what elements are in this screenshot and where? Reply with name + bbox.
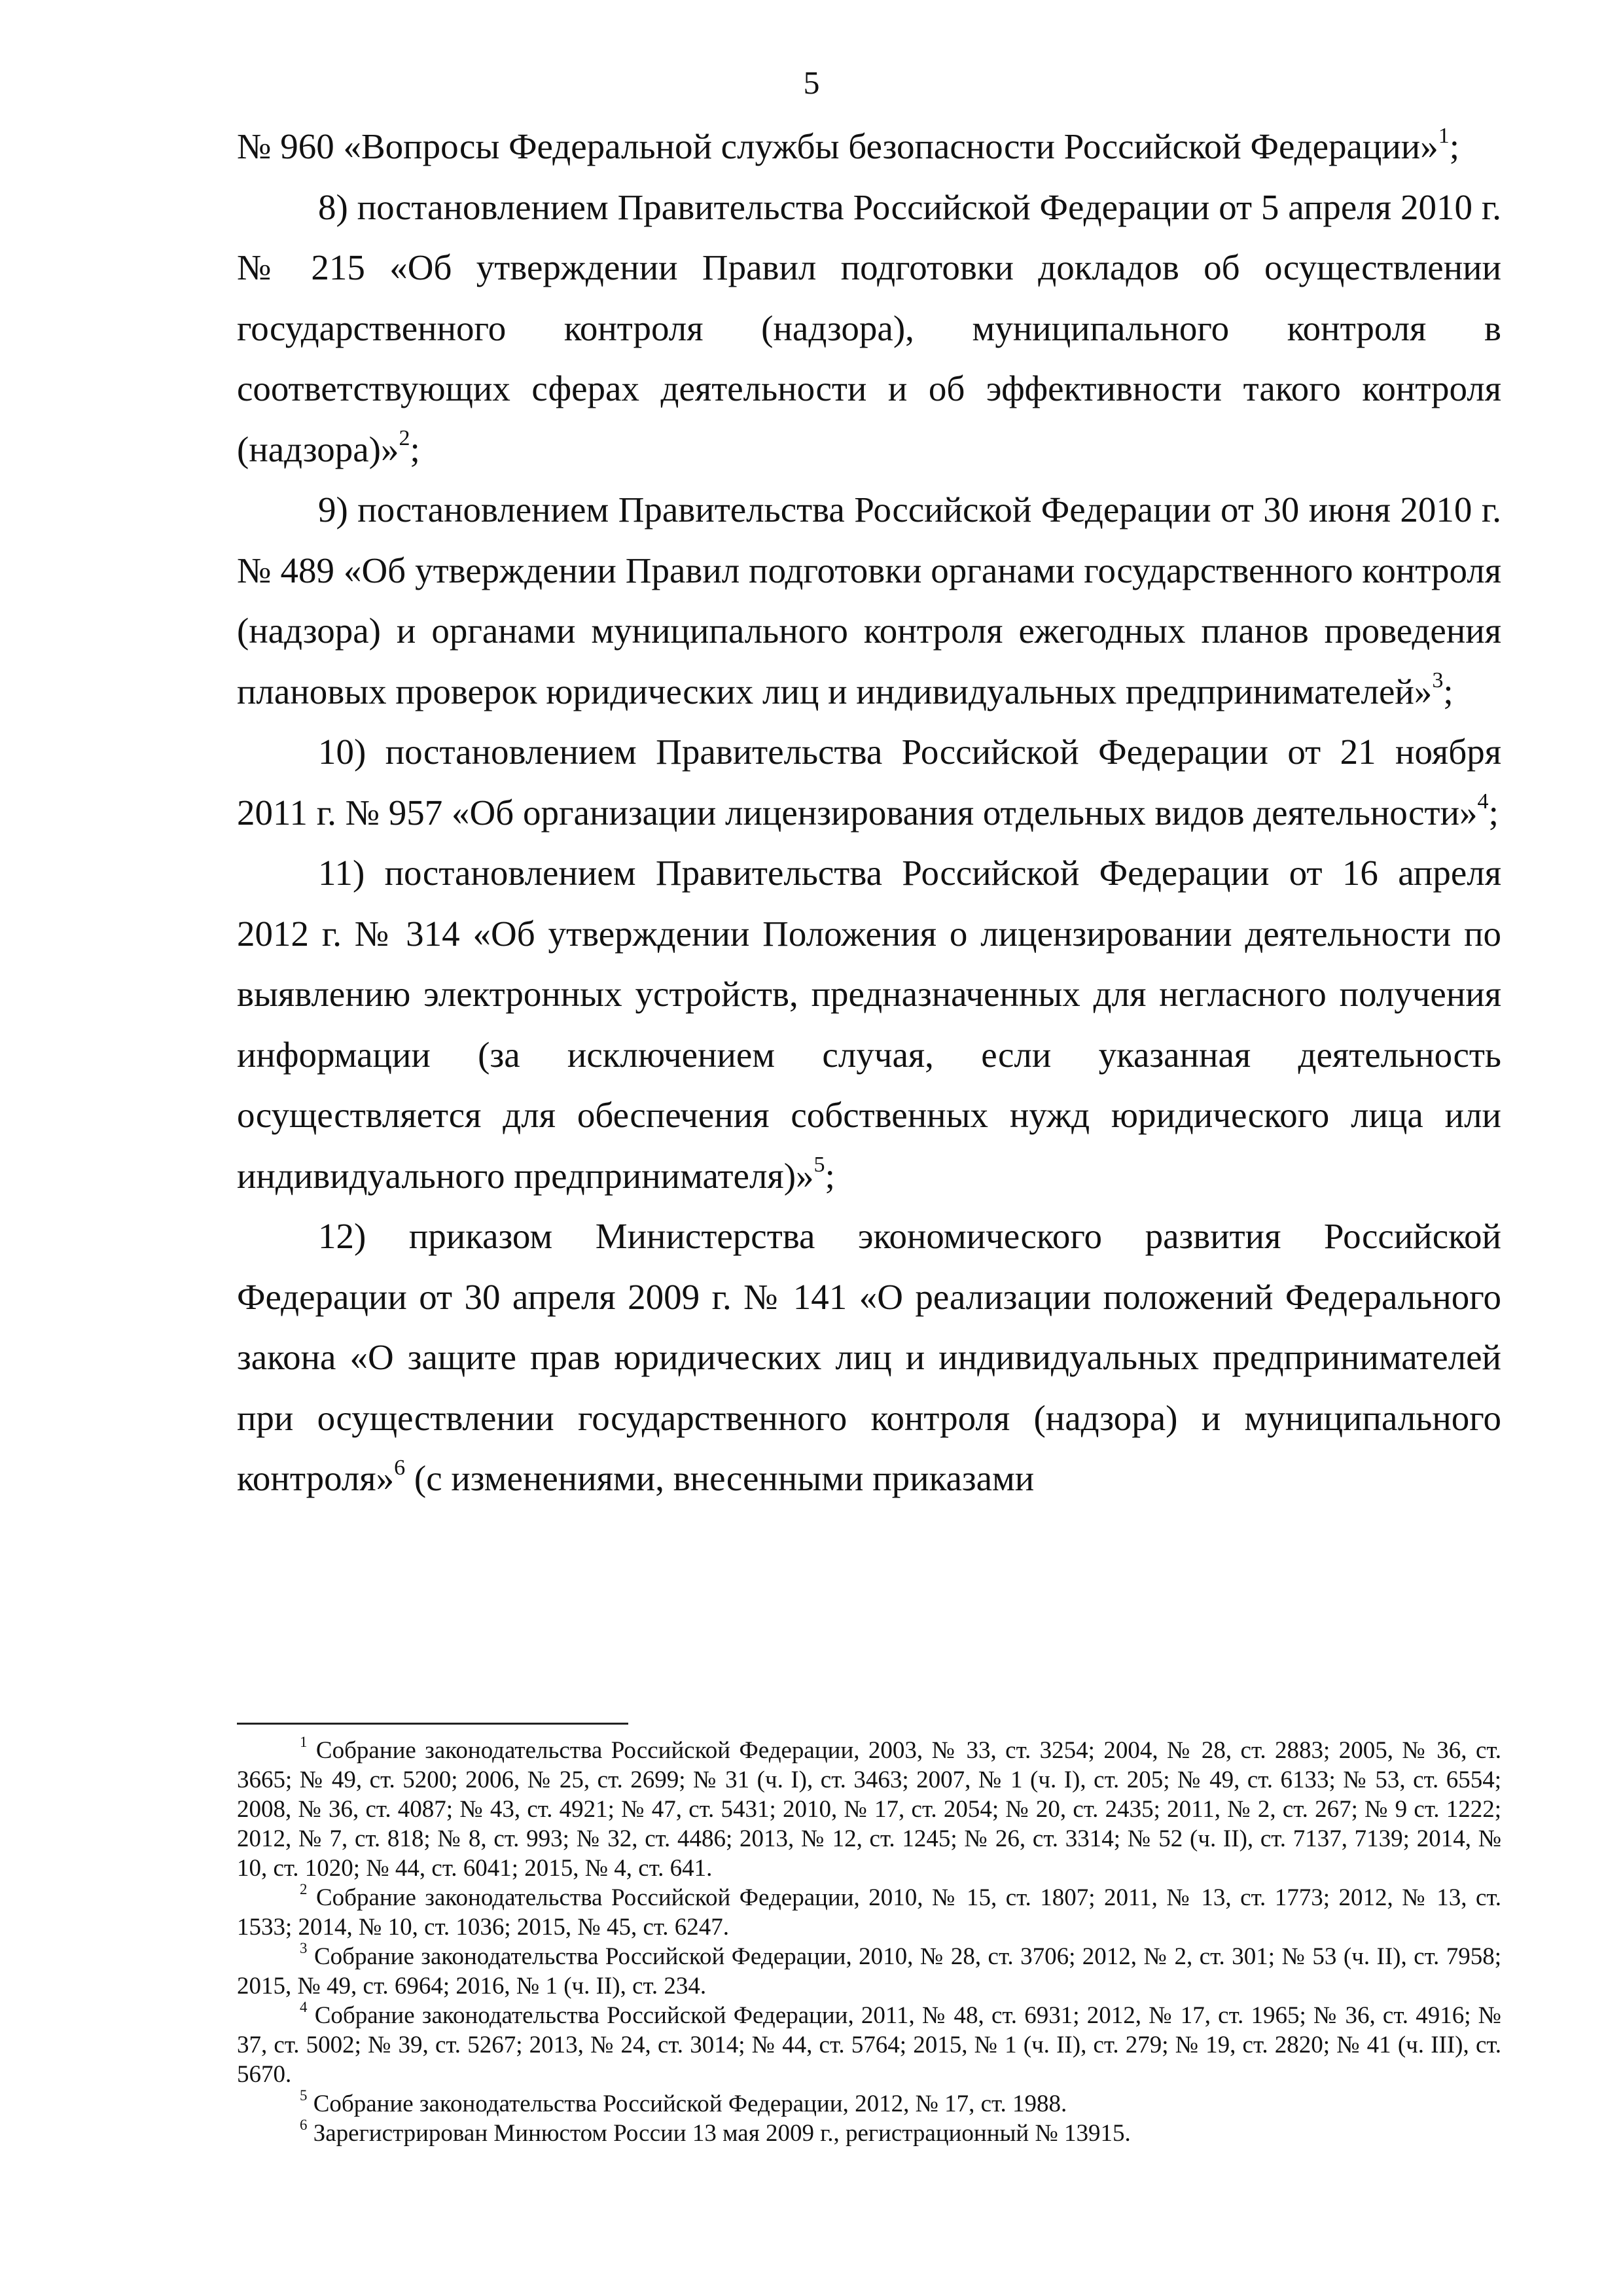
- footnote-number: 4: [300, 1999, 308, 2016]
- footnote-3: [237, 1942, 1501, 2001]
- paragraph-text: 11) постановлением Правительства Российской Федерации от 16 апреля 2012 г. № 314 «Об утверждении Положения о лицензировании деятельности по выявлению электронных устройств, предназначенных для негласного получения информации (за исключением случая, если указанная деятельность осуществляется для обеспечения собственных нужд юридического лица или индивидуального предпринимателя)»: [237, 853, 1501, 1196]
- footnote-text: Собрание законодательства Российской Федерации, 2003, № 33, ст. 3254; 2004, № 28, ст. 2883; 2005, № 36, ст. 3665; № 49, ст. 5200; 2006, № 25, ст. 2699; № 31 (ч. I), ст. 3463; 2007, № 1 (ч. I), ст. 205; № 49, ст. 6133; № 53, ст. 6554; 2008, № 36, ст. 4087; № 43, ст. 4921; № 47, ст. 5431; 2010, № 17, ст. 2054; № 20, ст. 2435; 2011, № 2, ст. 267; № 9 ст. 1222; 2012, № 7, ст. 818; № 8, ст. 993; № 32, ст. 4486; 2013, № 12, ст. 1245; № 26, ст. 3314; № 52 (ч. II), ст. 7137, 7139; 2014, № 10, ст. 1020; № 44, ст. 6041; 2015, № 4, ст. 641.: [237, 1737, 1502, 1882]
- paragraph-end: ;: [1449, 126, 1460, 166]
- footnote-6: [237, 2119, 1501, 2148]
- footnote-text: Собрание законодательства Российской Федерации, 2010, № 28, ст. 3706; 2012, № 2, ст. 301; № 53 (ч. II), ст. 7958; 2015, № 49, ст. 6964; 2016, № 1 (ч. II), ст. 234.: [237, 1943, 1502, 2000]
- footnote-text: Собрание законодательства Российской Федерации, 2011, № 48, ст. 6931; 2012, № 17, ст. 1965; № 36, ст. 4916; № 37, ст. 5002; № 39, ст. 5267; 2013, № 24, ст. 3014; № 44, ст. 5764; 2015, № 1 (ч. II), ст. 279; № 19, ст. 2820; № 41 (ч. III), ст. 5670.: [237, 2002, 1501, 2088]
- footnote-number: 3: [300, 1940, 308, 1957]
- footnote-number: 6: [300, 2117, 308, 2134]
- footnote-ref[interactable]: 4: [1477, 789, 1489, 814]
- paragraph-text: 8) постановлением Правительства Российской Федерации от 5 апреля 2010 г. № 215 «Об утверждении Правил подготовки докладов об осуществлении государственного контроля (надзора), муниципального контроля в соответствующих сферах деятельности и об эффективности такого контроля (надзора)»: [237, 187, 1501, 469]
- list-item-8: [237, 177, 1501, 480]
- footnote-4: [237, 2001, 1501, 2089]
- footnotes: [237, 1736, 1501, 2148]
- footnote-separator: [237, 1723, 628, 1725]
- footnote-number: 2: [300, 1881, 308, 1898]
- paragraph-text: 10) постановлением Правительства Российской Федерации от 21 ноября 2011 г. № 957 «Об организации лицензирования отдельных видов деятельности»: [237, 732, 1501, 833]
- footnote-ref[interactable]: 1: [1438, 123, 1450, 148]
- footnote-5: [237, 2089, 1501, 2119]
- paragraph-end: (с изменениями, внесенными приказами: [405, 1458, 1035, 1498]
- footnote-text: Зарегистрирован Минюстом России 13 мая 2009 г., регистрационный № 13915.: [313, 2120, 1131, 2147]
- paragraph-end: ;: [825, 1155, 835, 1196]
- footnote-text: Собрание законодательства Российской Федерации, 2012, № 17, ст. 1988.: [313, 2090, 1067, 2117]
- continuation-paragraph: [237, 117, 1501, 177]
- footnote-1: [237, 1736, 1501, 1883]
- footnote-number: 5: [300, 2087, 308, 2104]
- paragraph-end: ;: [410, 429, 420, 469]
- paragraph-text: 12) приказом Министерства экономического развития Российской Федерации от 30 апреля 2009 г. № 141 «О реализации положений Федерального закона «О защите прав юридических лиц и индивидуальных предпринимателей при осуществлении государственного контроля (надзора) и муниципального контроля»: [237, 1216, 1501, 1498]
- paragraph-text: 9) постановлением Правительства Российской Федерации от 30 июня 2010 г. № 489 «Об утверждении Правил подготовки органами государственного контроля (надзора) и органами муниципального контроля ежегодных планов проведения плановых проверок юридических лиц и индивидуальных предпринимателей»: [237, 490, 1501, 711]
- list-item-12: [237, 1206, 1501, 1509]
- footnote-ref[interactable]: 2: [399, 426, 410, 451]
- footnote-ref[interactable]: 3: [1432, 668, 1444, 693]
- list-item-9: [237, 480, 1501, 722]
- footnote-ref[interactable]: 6: [394, 1455, 406, 1480]
- paragraph-end: ;: [1488, 792, 1499, 833]
- list-item-10: [237, 722, 1501, 843]
- footnote-number: 1: [300, 1734, 308, 1751]
- footnote-2: [237, 1883, 1501, 1942]
- paragraph-end: ;: [1443, 671, 1454, 711]
- body-text: [237, 117, 1501, 1509]
- footnote-text: Собрание законодательства Российской Федерации, 2010, № 15, ст. 1807; 2011, № 13, ст. 1773; 2012, № 13, ст. 1533; 2014, № 10, ст. 1036; 2015, № 45, ст. 6247.: [237, 1884, 1502, 1941]
- page-number: 5: [803, 64, 820, 101]
- paragraph-text: № 960 «Вопросы Федеральной службы безопасности Российской Федерации»: [237, 126, 1438, 166]
- list-item-11: [237, 843, 1501, 1206]
- footnote-ref[interactable]: 5: [813, 1153, 825, 1177]
